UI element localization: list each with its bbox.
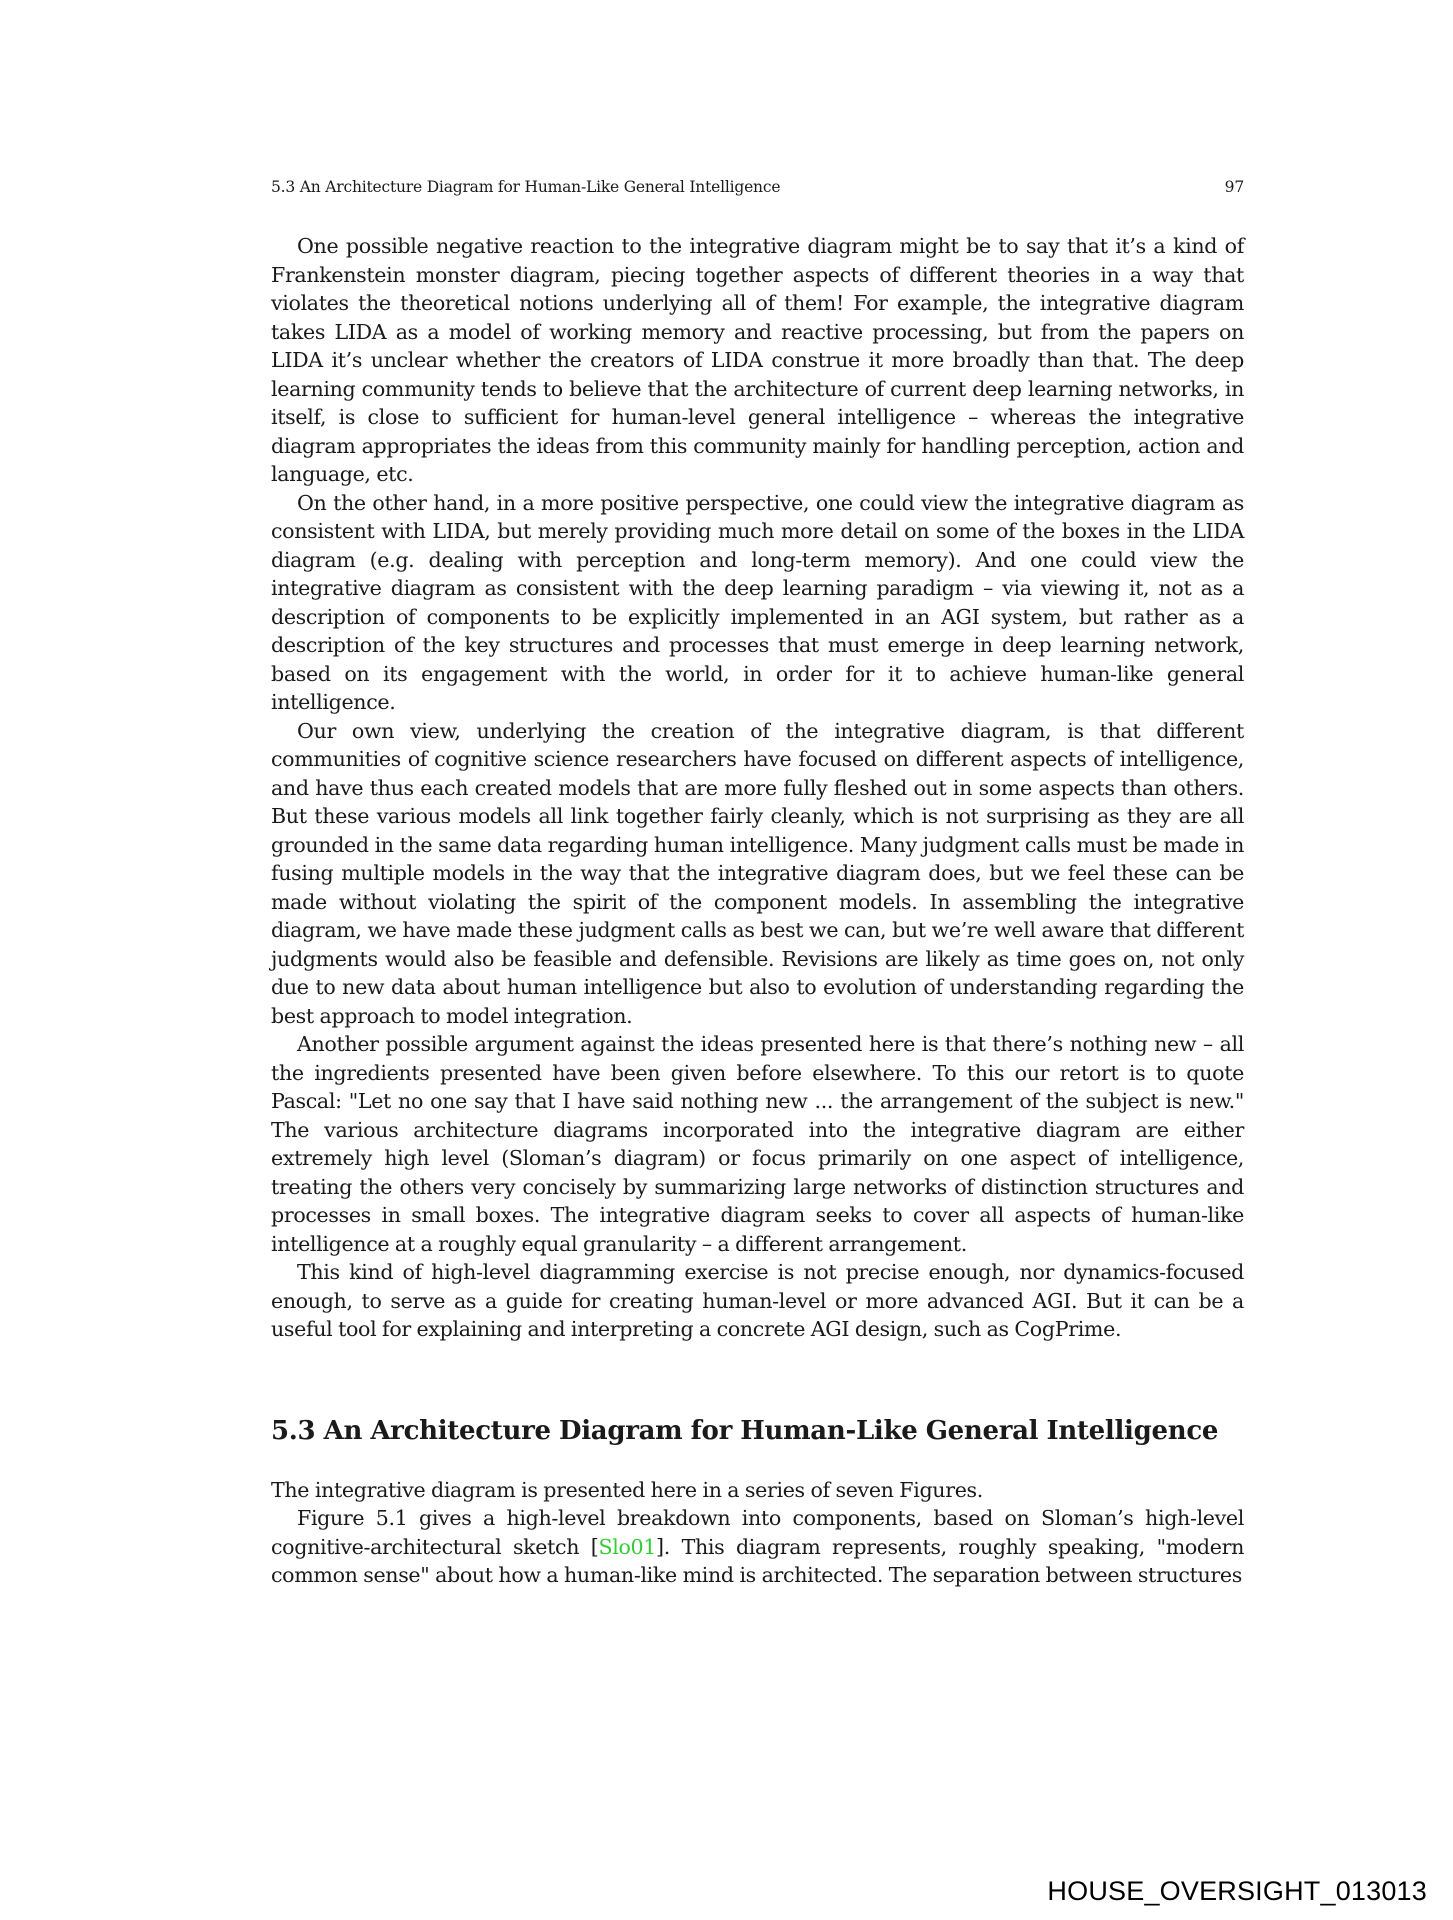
running-head-title: 5.3 An Architecture Diagram for Human-Like General Intelligence bbox=[271, 178, 781, 196]
paragraph: One possible negative reaction to the integrative diagram might be to say that it’s a kind of Frankenstein monster diagram, piecing together aspects of different theories in a way that violates the theoretical notions underlying all of them! For example, the integrative diagram takes LIDA as a model of working memory and reactive processing, but from the papers on LIDA it’s unclear whether the creators of LIDA construe it more broadly than that. The deep learning community tends to believe that the architecture of current deep learning networks, in itself, is close to sufficient for human-level general intelligence – whereas the integrative diagram appropriates the ideas from this community mainly for handling perception, action and language, etc. bbox=[271, 234, 1244, 486]
section-heading: 5.3 An Architecture Diagram for Human-Like General Intelligence bbox=[271, 1415, 1219, 1446]
section-intro: The integrative diagram is presented here in a series of seven Figures. bbox=[271, 1477, 983, 1502]
paragraph-with-citation bbox=[271, 1504, 1244, 1590]
running-head bbox=[271, 178, 1244, 202]
paragraph: Our own view, underlying the creation of the integrative diagram, is that different communities of cognitive science researchers have focused on different aspects of intelligence, and have thus each created models that are more fully fleshed out in some aspects than others. But these various models all link together fairly cleanly, which is not surprising as they are all grounded in the same data regarding human intelligence. Many judgment calls must be made in fusing multiple models in the way that the integrative diagram does, but we feel these can be made without violating the spirit of the component models. In assembling the integrative diagram, we have made these judgment calls as best we can, but we’re well aware that different judgments would also be feasible and defensible. Revisions are likely as time goes on, not only due to new data about human intelligence but also to evolution of understanding regarding the best approach to model integration. bbox=[271, 718, 1244, 1028]
paragraph: This kind of high-level diagramming exercise is not precise enough, nor dynamics-focused enough, to serve as a guide for creating human-level or more advanced AGI. But it can be a useful tool for explaining and interpreting a concrete AGI design, such as CogPrime. bbox=[271, 1260, 1244, 1341]
citation-link[interactable]: Slo01 bbox=[598, 1534, 657, 1559]
page-number: 97 bbox=[1224, 178, 1244, 196]
paragraph-text: Figure 5.1 gives a high-level breakdown into components, based on Sloman’s high-level cognitive-architectural sketch [ bbox=[271, 1506, 1244, 1559]
paragraph: On the other hand, in a more positive perspective, one could view the integrative diagram as consistent with LIDA, but merely providing much more detail on some of the boxes in the LIDA diagram (e.g. dealing with perception and long-term memory). And one could view the integrative diagram as consistent with the deep learning paradigm – via viewing it, not as a description of components to be explicitly implemented in an AGI system, but rather as a description of the key structures and processes that must emerge in deep learning network, based on its engagement with the world, in order for it to achieve human-like general intelligence. bbox=[271, 490, 1244, 714]
paragraph: Another possible argument against the ideas presented here is that there’s nothing new – all the ingredients presented have been given before elsewhere. To this our retort is to quote Pascal: "Let no one say that I have said nothing new ... the arrangement of the subject is new." The various architecture diagrams incorporated into the integrative diagram are either extremely high level (Sloman’s diagram) or focus primarily on one aspect of intelligence, treating the others very concisely by summarizing large networks of distinction structures and processes in small boxes. The integrative diagram seeks to cover all aspects of human-like intelligence at a roughly equal granularity – a different arrangement. bbox=[271, 1032, 1244, 1256]
section-body bbox=[271, 1476, 1244, 1590]
bates-number: HOUSE_OVERSIGHT_013013 bbox=[1047, 1876, 1427, 1906]
body-text bbox=[271, 232, 1244, 1590]
paragraph-text: ]. This diagram represents, roughly speaking, "modern common sense" about how a human-like mind is architected. The separation between structures bbox=[271, 1534, 1245, 1587]
document-page bbox=[271, 178, 1244, 1590]
